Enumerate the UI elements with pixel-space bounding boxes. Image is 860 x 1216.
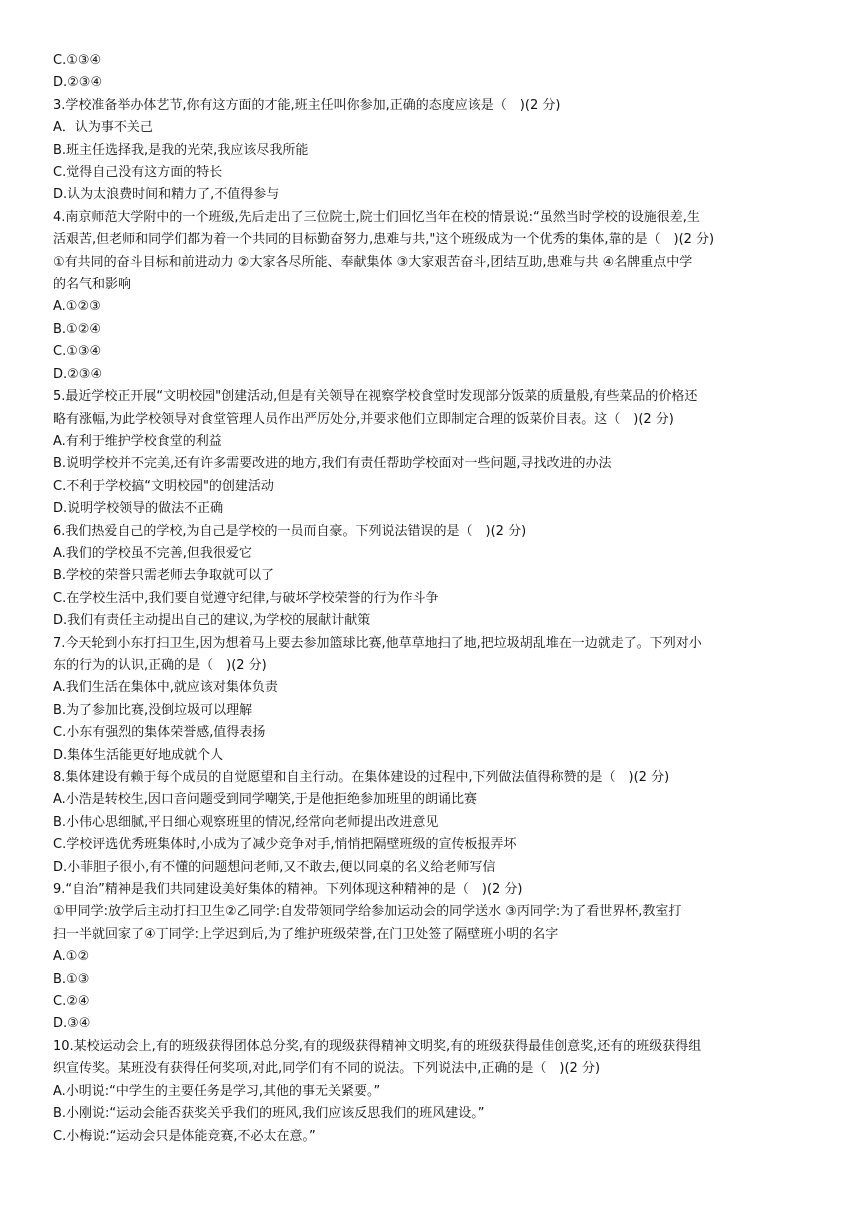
option-line: C.不利于学校搞“文明校园"的创建活动 — [53, 478, 274, 494]
question-10-stem: 10.某校运动会上,有的班级获得团体总分奖,有的现级获得精神文明奖,有的班级获得最佳创意奖,还有的班级获得组 — [53, 1038, 702, 1054]
question-3-stem: 3.学校准备举办体艺节,你有这方面的才能,班主任叫你参加,正确的态度应该是（ )(2 分) — [53, 97, 561, 113]
option-line: A.我们生活在集体中,就应该对集体负责 — [53, 680, 278, 696]
question-9-statements: 扫一半就回家了④丁同学:上学迟到后,为了维护班级荣誉,在门卫处签了隔壁班小明的名字 — [53, 926, 559, 942]
option-line: B.说明学校并不完美,还有许多需要改进的地方,我们有责任帮助学校面对一些问题,寻找改进的办法 — [53, 456, 612, 472]
option-line: C.①③④ — [53, 344, 102, 360]
option-line: D.小菲胆子很小,有不懂的问题想问老师,又不敢去,便以同桌的名义给老师写信 — [53, 859, 496, 875]
option-line: D.③④ — [53, 1016, 91, 1032]
question-6-stem: 6.我们热爱自己的学校,为自己是学校的一员而自豪。下列说法错误的是（ )(2 分) — [53, 523, 527, 539]
option-line: C.小梅说:“运动会只是体能竞赛,不必太在意。” — [53, 1128, 316, 1144]
question-5-stem: 5.最近学校正开展“文明校园"创建活动,但是有关领导在视察学校食堂时发现部分饭菜的质量般,有些菜品的价格还 — [53, 389, 698, 405]
option-line: C.觉得自己没有这方面的特长 — [53, 165, 223, 181]
option-line: B.学校的荣誉只需老师去争取就可以了 — [53, 568, 275, 584]
option-line: D.②③④ — [53, 366, 103, 382]
question-7-stem: 东的行为的认识,正确的是（ )(2 分) — [53, 657, 267, 673]
question-4-statements: 的名气和影响 — [53, 277, 132, 293]
option-line: D.认为太浪费时间和精力了,不值得参与 — [53, 187, 280, 203]
question-4-statements: ①有共同的奋斗目标和前进动力 ②大家各尽所能、奉献集体 ③大家艰苦奋斗,团结互助,患难与共 ④名牌重点中学 — [53, 254, 693, 270]
question-7-stem: 7.今天轮到小东打扫卫生,因为想着马上要去参加篮球比赛,他草草地扫了地,把垃圾胡乱堆在一边就走了。下列对小 — [53, 635, 702, 651]
option-line: C.在学校生活中,我们要自觉遵守纪律,与破坏学校荣誉的行为作斗争 — [53, 590, 439, 606]
option-line: C.学校评选优秀班集体时,小成为了减少竞争对手,悄悄把隔壁班级的宣传板报弄坏 — [53, 837, 517, 853]
option-line: C.②④ — [53, 994, 90, 1010]
option-line: A.①② — [53, 949, 90, 965]
option-line: B.①③ — [53, 971, 90, 987]
question-9-stem: 9.“自治”精神是我们共同建设美好集体的精神。下列体现这种精神的是（ )(2 分) — [53, 882, 523, 898]
option-line: A.①②③ — [53, 299, 101, 315]
option-line: C.小东有强烈的集体荣誉感,值得表扬 — [53, 725, 266, 741]
option-line: B.为了参加比赛,没倒垃圾可以理解 — [53, 702, 253, 718]
option-line: B.班主任选择我,是我的光荣,我应该尽我所能 — [53, 142, 309, 158]
option-line: A.小明说:“中学生的主要任务是学习,其他的事无关紧要。” — [53, 1083, 381, 1099]
option-line: D.说明学校领导的做法不正确 — [53, 501, 224, 517]
question-4-stem: 活艰苦,但老师和同学们都为着一个共同的目标勤奋努力,患难与共,"这个班级成为一个优秀的集体,靠的是（ )(2 分) — [53, 232, 715, 248]
question-9-statements: ①甲同学:放学后主动打扫卫生②乙同学:自发带领同学给参加运动会的同学送水 ③丙同学:为了看世界杯,教室打 — [53, 904, 682, 920]
question-5-stem: 略有涨幅,为此学校领导对食堂管理人员作出严厉处分,并要求他们立即制定合理的饭菜价目表。这（ )(2 分) — [53, 411, 674, 427]
question-10-stem: 织宣传奖。某班没有获得任何奖项,对此,同学们有不同的说法。下列说法中,正确的是（ )(2 分) — [53, 1061, 601, 1077]
option-line: B.①②④ — [53, 321, 102, 337]
option-line: D.②③④ — [53, 75, 103, 91]
option-line: A.我们的学校虽不完善,但我很爱它 — [53, 545, 252, 561]
option-line: A.有利于维护学校食堂的利益 — [53, 433, 222, 449]
option-line: A．认为事不关己 — [53, 120, 153, 136]
question-4-stem: 4.南京师范大学附中的一个班级,先后走出了三位院士,院士们回忆当年在校的情景说:“虽然当时学校的设施很差,生 — [53, 209, 700, 225]
question-8-stem: 8.集体建设有赖于每个成员的自觉愿望和自主行动。在集体建设的过程中,下列做法值得称赞的是（ )(2 分) — [53, 770, 670, 785]
option-line: D.集体生活能更好地成就个人 — [53, 747, 224, 763]
option-line: D.我们有责任主动提出自己的建议,为学校的展献计献策 — [53, 613, 371, 629]
option-line: B.小伟心思细腻,平日细心观察班里的情况,经常向老师提出改进意见 — [53, 814, 439, 830]
option-line: B.小刚说:“运动会能否获奖关乎我们的班风,我们应该反思我们的班风建设。” — [53, 1106, 485, 1122]
option-line: C.①③④ — [53, 53, 102, 68]
option-line: A.小浩是转校生,因口音问题受到同学嘲笑,于是他拒绝参加班里的朗诵比赛 — [53, 792, 478, 808]
